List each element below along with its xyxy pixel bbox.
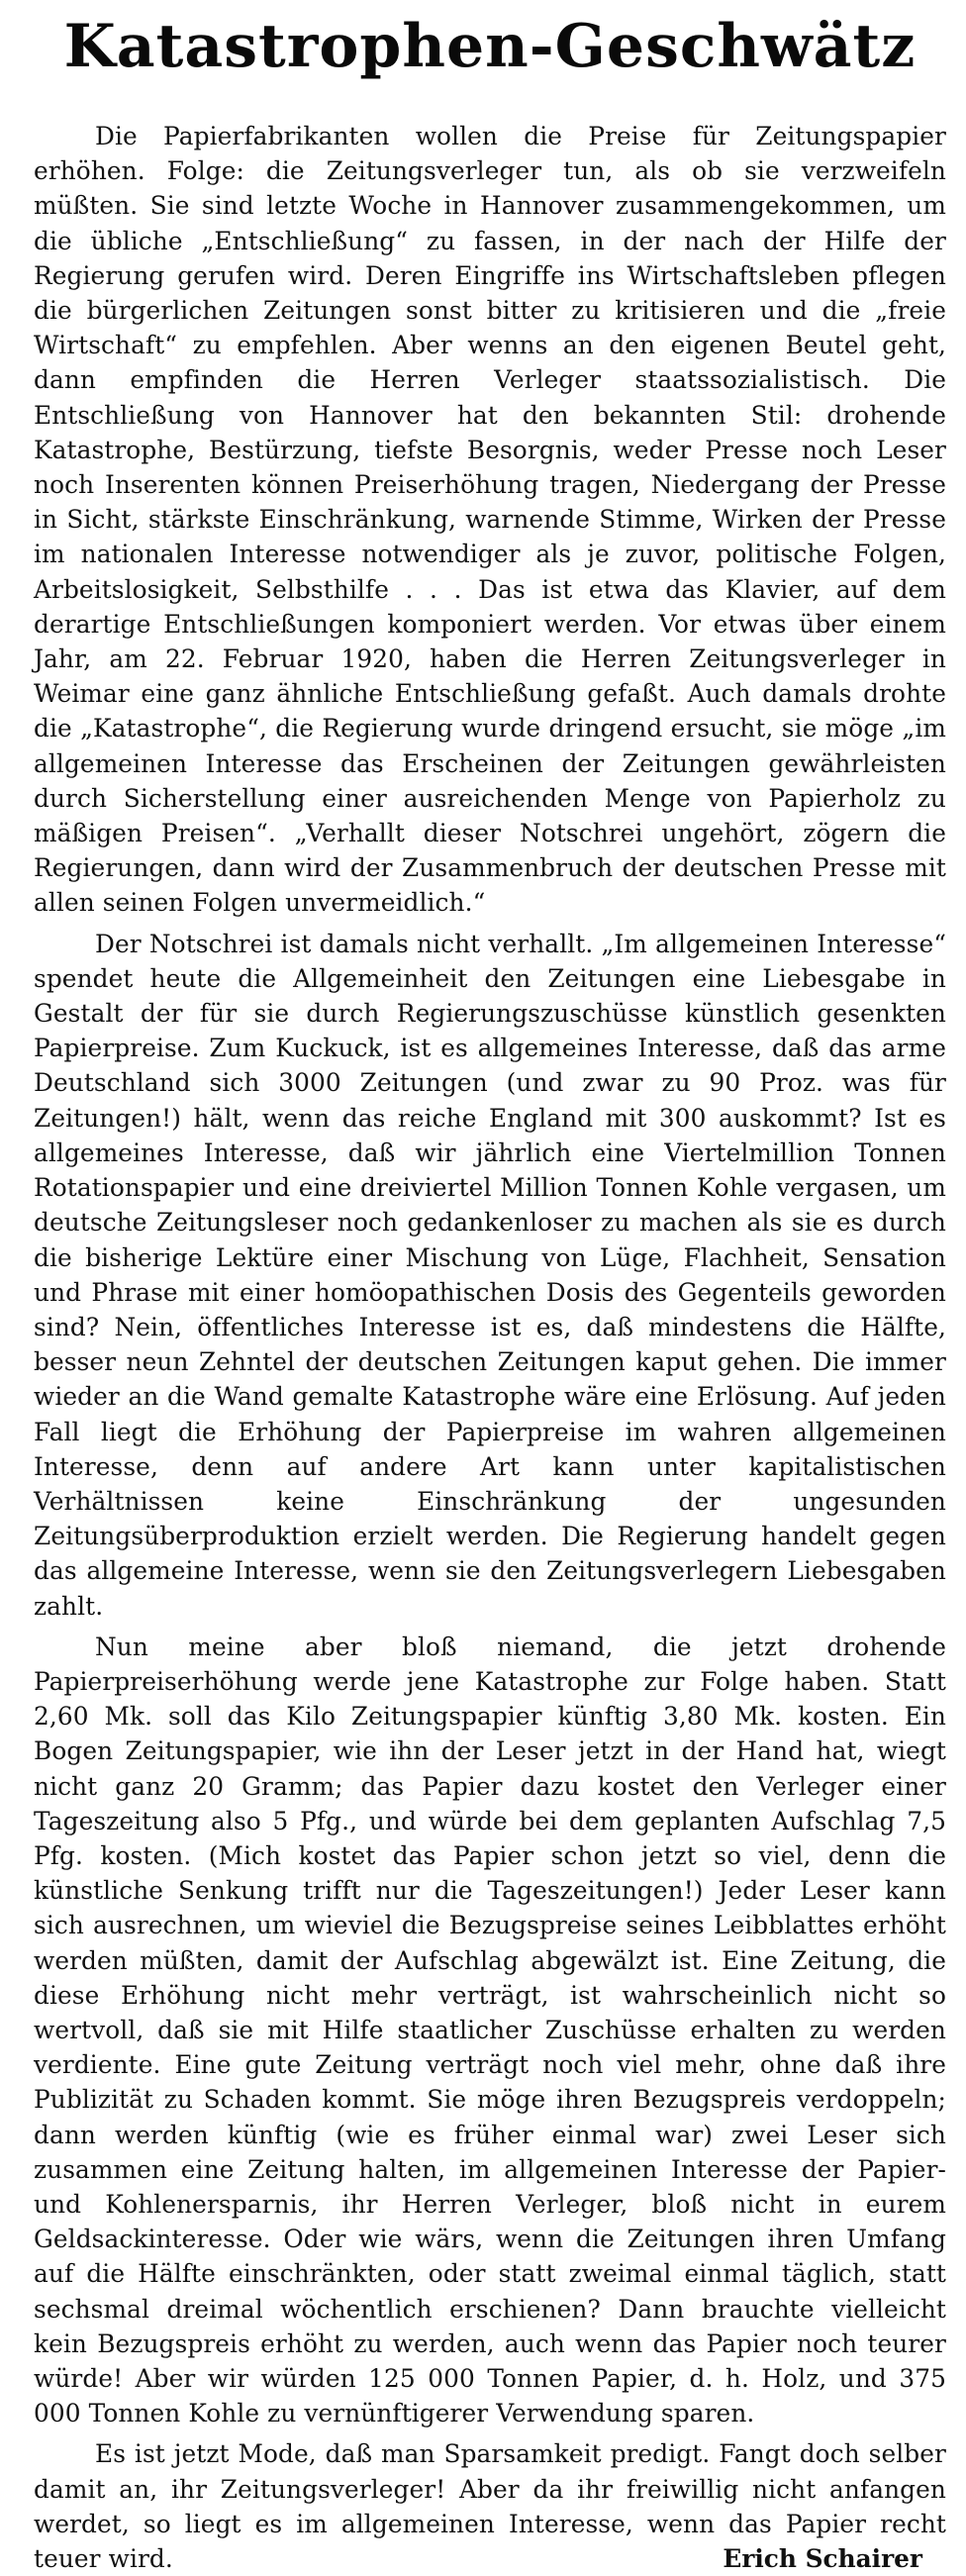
article-paragraph-2: Der Notschrei ist damals nicht verhallt. „Im allgemeinen Interesse“ spendet heute die Allgemeinheit den Zeitungen eine Liebesgabe in Gestalt der für sie durch Regierungszuschüsse künstlich gesenkten Papierpreise. Zum Kuckuck, ist es allgemeines Interesse, daß das arme Deutschland sich 3000 Zeitungen (und zwar zu 90 Proz. was für Zeitungen!) hält, wenn das reiche England mit 300 auskommt? Ist es allgemeines Interesse, daß wir jährlich eine Viertelmillion Tonnen Rotationspapier und eine dreiviertel Million Tonnen Kohle vergasen, um deutsche Zeitungsleser noch gedankenloser zu machen als sie es durch die bisherige Lektüre einer Mischung von Lüge, Flachheit, Sensation und Phrase mit einer homöopathischen Dosis des Gegenteils geworden sind? Nein, öffentliches Interesse ist es, daß mindestens die Hälfte, besser neun Zehntel der deutschen Zeitungen kaput gehen. Die immer wieder an die Wand gemalte Katastrophe wäre eine Erlösung. Auf jeden Fall liegt die Erhöhung der Papierpreise im wahren allgemeinen Interesse, denn auf andere Art kann unter kapitalistischen Verhältnissen keine Einschränkung der ungesunden Zeitungsüberproduktion erzielt werden. Die Regierung handelt gegen das allgemeine Interesse, wenn sie den Zeitungsverlegern Liebesgaben zahlt. xyxy=(34,929,946,1621)
article-headline: Katastrophen-Geschwätz xyxy=(63,12,917,81)
article-paragraph-1: Die Papierfabrikanten wollen die Preise für Zeitungspapier erhöhen. Folge: die Zeitungsverleger tun, als ob sie verzweifeln müßten. Sie sind letzte Woche in Hannover zusammengekommen, um die übliche „Entschließung“ zu fassen, in der nach der Hilfe der Regierung gerufen wird. Deren Eingriffe ins Wirtschaftsleben pflegen die bürgerlichen Zeitungen sonst bitter zu kritisieren und die „freie Wirtschaft“ zu empfehlen. Aber wenns an den eigenen Beutel geht, dann empfinden die Herren Verleger staatssozialistisch. Die Entschließung von Hannover hat den bekannten Stil: drohende Katastrophe, Bestürzung, tiefste Besorgnis, weder Presse noch Leser noch Inserenten können Preiserhöhung tragen, Niedergang der Presse in Sicht, stärkste Einschränkung, warnende Stimme, Wirken der Presse im nationalen Interesse notwendiger als je zuvor, politische Folgen, Arbeitslosigkeit, Selbsthilfe . . . Das ist etwa das Klavier, auf dem derartige Entschließungen komponiert werden. Vor etwas über einem Jahr, am 22. Februar 1920, haben die Herren Zeitungsverleger in Weimar eine ganz ähnliche Entschließung gefaßt. Auch damals drohte die „Katastrophe“, die Regierung wurde dringend ersucht, sie möge „im allgemeinen Interesse das Erscheinen der Zeitungen gewährleisten durch Sicherstellung einer ausreichenden Menge von Papierholz zu mäßigen Preisen“. „Verhallt dieser Notschrei ungehört, zögern die Regierungen, dann wird der Zusammenbruch der deutschen Presse mit allen seinen Folgen unvermeidlich.“ xyxy=(34,122,946,918)
article-body xyxy=(34,119,946,2576)
article-paragraph-4: Es ist jetzt Mode, daß man Sparsamkeit predigt. Fangt doch selber damit an, ihr Zeitungsverleger! Aber da ihr freiwillig nicht anfangen werdet, so liegt es im allgemeinen Interesse, wenn das Papier recht teuer wird. xyxy=(34,2439,946,2574)
author-signature: Erich Schairer xyxy=(723,2544,922,2574)
article-paragraph-3: Nun meine aber bloß niemand, die jetzt drohende Papierpreiserhöhung werde jene Katastrophe zur Folge haben. Statt 2,60 Mk. soll das Kilo Zeitungspapier künftig 3,80 Mk. kosten. Ein Bogen Zeitungspapier, wie ihn der Leser jetzt in der Hand hat, wiegt nicht ganz 20 Gramm; das Papier dazu kostet den Verleger einer Tageszeitung also 5 Pfg., und würde bei dem geplanten Aufschlag 7,5 Pfg. kosten. (Mich kostet das Papier schon jetzt so viel, denn die künstliche Senkung trifft nur die Tageszeitungen!) Jeder Leser kann sich ausrechnen, um wieviel die Bezugspreise seines Leibblattes erhöht werden müßten, damit der Aufschlag abgewälzt ist. Eine Zeitung, die diese Erhöhung nicht mehr verträgt, ist wahrscheinlich nicht so wertvoll, daß sie mit Hilfe staatlicher Zuschüsse erhalten zu werden verdiente. Eine gute Zeitung verträgt noch viel mehr, ohne daß ihre Publizität zu Schaden kommt. Sie möge ihren Bezugspreis verdoppeln; dann werden künftig (wie es früher einmal war) zwei Leser sich zusammen eine Zeitung halten, im allgemeinen Interesse der Papier- und Kohlenersparnis, ihr Herren Verleger, bloß nicht in eurem Geldsackinteresse. Oder wie wärs, wenn die Zeitungen ihren Umfang auf die Hälfte einschränkten, oder statt zweimal einmal täglich, statt sechsmal dreimal wöchentlich erschienen? Dann brauchte vielleicht kein Bezugspreis erhöht zu werden, auch wenn das Papier noch teurer würde! Aber wir würden 125 000 Tonnen Papier, d. h. Holz, und 375 000 Tonnen Kohle zu vernünftigerer Verwendung sparen. xyxy=(34,1632,946,2428)
